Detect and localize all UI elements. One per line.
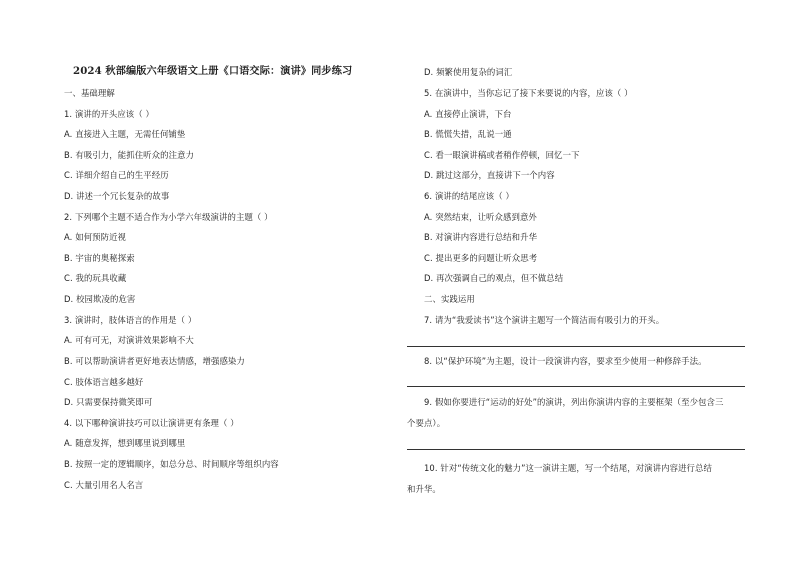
question-7: 7. 请为“我爱读书”这个演讲主题写一个简洁而有吸引力的开头。 <box>424 315 665 325</box>
question-1: 1. 演讲的开头应该（ ） <box>64 109 154 119</box>
option-c: C. 看一眼演讲稿或者稍作停顿，回忆一下 <box>424 150 580 160</box>
option-a: A. 如何预防近视 <box>64 232 127 242</box>
answer-line <box>407 346 745 347</box>
option-a: A. 可有可无，对演讲效果影响不大 <box>64 335 194 345</box>
question-9: 9. 假如你要进行“运动的好处”的演讲，列出你演讲内容的主要框架（至少包含三 <box>424 397 724 407</box>
question-9-continued: 个要点）。 <box>407 418 446 428</box>
option-b: B. 可以帮助演讲者更好地表达情感，增强感染力 <box>64 356 245 366</box>
answer-line <box>407 386 745 387</box>
option-b: B. 有吸引力，能抓住听众的注意力 <box>64 150 195 160</box>
question-2: 2. 下列哪个主题不适合作为小学六年级演讲的主题（ ） <box>64 212 273 222</box>
question-10: 10. 针对“传统文化的魅力”这一演讲主题，写一个结尾，对演讲内容进行总结 <box>424 463 712 473</box>
option-c: C. 大量引用名人名言 <box>64 480 144 490</box>
option-d: D. 讲述一个冗长复杂的故事 <box>64 191 170 201</box>
option-a: A. 突然结束，让听众感到意外 <box>424 212 537 222</box>
option-d: D. 频繁使用复杂的词汇 <box>424 67 513 77</box>
question-8: 8. 以“保护环境”为主题，设计一段演讲内容，要求至少使用一种修辞手法。 <box>424 356 707 366</box>
question-6: 6. 演讲的结尾应该（ ） <box>424 191 514 201</box>
question-10-continued: 和升华。 <box>407 484 441 494</box>
option-d: D. 跳过这部分，直接讲下一个内容 <box>424 170 555 180</box>
option-a: A. 直接停止演讲，下台 <box>424 109 512 119</box>
option-b: B. 按照一定的逻辑顺序，如总分总、时间顺序等组织内容 <box>64 459 279 469</box>
option-b: B. 慌慌失措，乱说一通 <box>424 129 512 139</box>
option-c: C. 肢体语言越多越好 <box>64 377 144 387</box>
question-4: 4. 以下哪种演讲技巧可以让演讲更有条理（ ） <box>64 418 239 428</box>
option-b: B. 对演讲内容进行总结和升华 <box>424 232 538 242</box>
question-3: 3. 演讲时，肢体语言的作用是（ ） <box>64 315 197 325</box>
document-title: 2024 秋部编版六年级语文上册《口语交际：演讲》同步练习 <box>73 65 353 77</box>
question-5: 5. 在演讲中，当你忘记了接下来要说的内容，应该（ ） <box>424 88 633 98</box>
option-d: D. 只需要保持微笑即可 <box>64 397 153 407</box>
answer-line <box>407 449 745 450</box>
option-b: B. 宇宙的奥秘探索 <box>64 253 135 263</box>
option-c: C. 提出更多的问题让听众思考 <box>424 253 538 263</box>
section-heading: 一、基础理解 <box>64 88 115 98</box>
option-d: D. 再次强调自己的观点，但不做总结 <box>424 273 564 283</box>
option-a: A. 随意发挥，想到哪里说到哪里 <box>64 438 186 448</box>
option-c: C. 我的玩具收藏 <box>64 273 127 283</box>
option-a: A. 直接进入主题，无需任何铺垫 <box>64 129 186 139</box>
option-c: C. 详细介绍自己的生平经历 <box>64 170 169 180</box>
section-heading: 二、实践运用 <box>424 294 475 304</box>
option-d: D. 校园欺凌的危害 <box>64 294 136 304</box>
